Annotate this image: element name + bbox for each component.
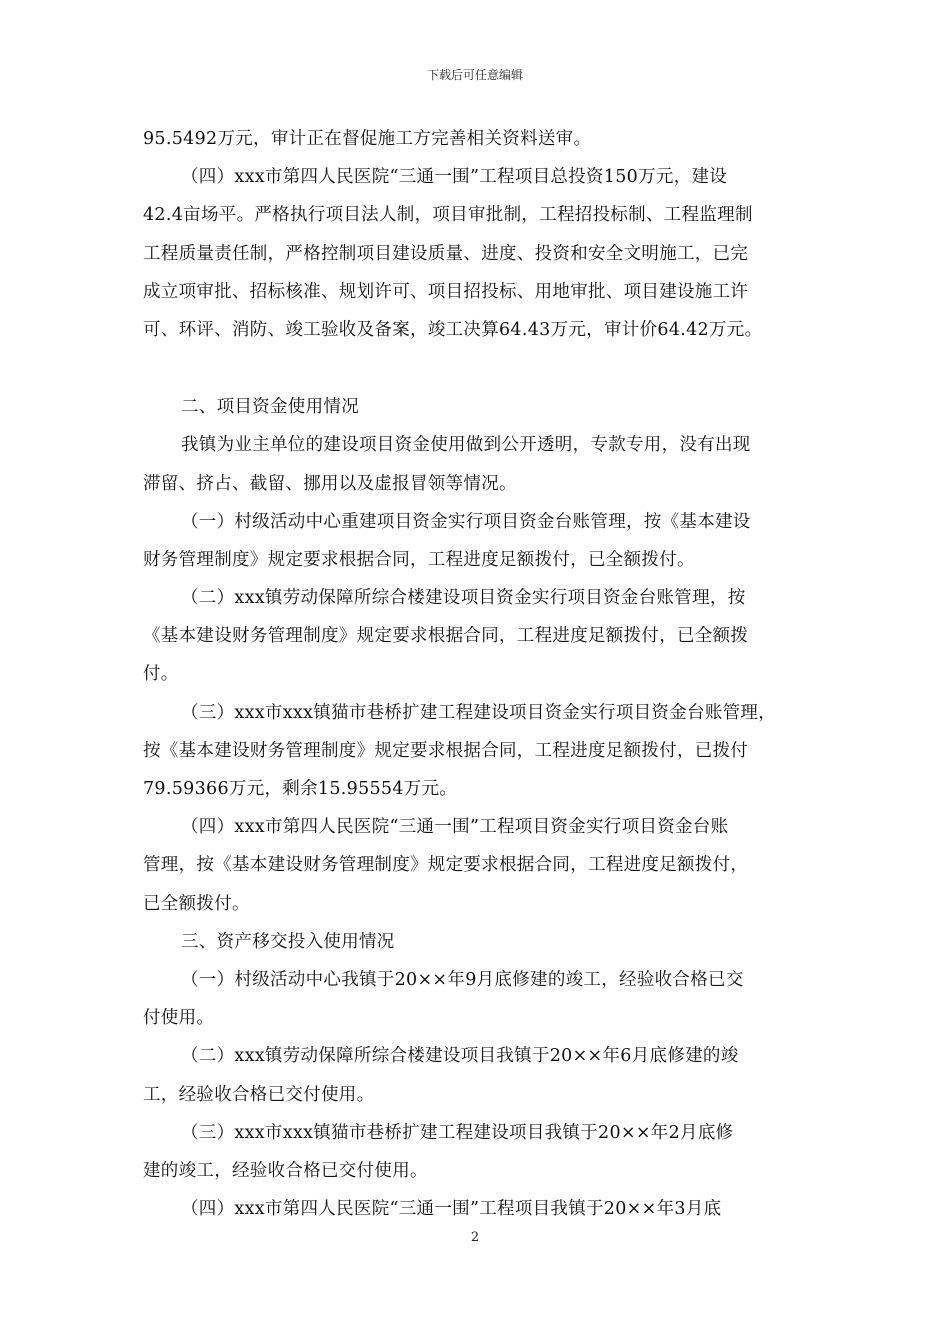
paragraph-line: 我镇为业主单位的建设项目资金使用做到公开透明，专款专用，没有出现 [181, 435, 751, 456]
section-heading: 三、资产移交投入使用情况 [181, 931, 395, 952]
section-gap [143, 349, 815, 388]
paragraph-line: 79.59366万元，剩余15.95554万元。 [143, 779, 458, 799]
paragraph-line: 付。 [143, 664, 179, 685]
document-body [143, 120, 815, 1228]
paragraph-line: 建的竣工，经验收合格已交付使用。 [143, 1160, 428, 1181]
paragraph-line: 成立项审批、招标核准、规划许可、项目招投标、用地审批、项目建设施工许 [143, 281, 749, 302]
paragraph-line: （二）xxx镇劳动保障所综合楼建设项目我镇于20××年6月底修建的竣 [181, 1046, 739, 1067]
paragraph-line: （三）xxx市xxx镇猫市巷桥扩建工程建设项目我镇于20××年2月底修 [181, 1122, 734, 1143]
paragraph-line: （四）xxx市第四人民医院“三通一围”工程项目我镇于20××年3月底 [181, 1199, 722, 1220]
paragraph-line: 可、环评、消防、竣工验收及备案，竣工决算64.43万元，审计价64.42万元。 [143, 319, 763, 340]
paragraph-line: （四）xxx市第四人民医院“三通一围”工程项目总投资150万元，建设 [181, 167, 728, 188]
paragraph-line: （三）xxx市xxx镇猫市巷桥扩建工程建设项目资金实行项目资金台账管理， [181, 702, 777, 723]
page-number: 2 [470, 1230, 480, 1245]
paragraph-line: （四）xxx市第四人民医院“三通一围”工程项目资金实行项目资金台账 [181, 817, 729, 838]
paragraph-line: 按《基本建设财务管理制度》规定要求根据合同，工程进度足额拨付，已拨付 [143, 740, 749, 761]
paragraph-line: （二）xxx镇劳动保障所综合楼建设项目资金实行项目资金台账管理，按 [181, 588, 746, 609]
paragraph-line: 财务管理制度》规定要求根据合同，工程进度足额拨付，已全额拨付。 [143, 549, 695, 570]
section-heading: 二、项目资金使用情况 [181, 397, 359, 418]
paragraph-line: 《基本建设财务管理制度》规定要求根据合同，工程进度足额拨付，已全额拨 [143, 626, 749, 647]
paragraph-line: （一）村级活动中心重建项目资金实行项目资金台账管理，按《基本建设 [181, 511, 751, 532]
paragraph-line: 付使用。 [143, 1008, 215, 1029]
paragraph-line: 工，经验收合格已交付使用。 [143, 1084, 375, 1105]
paragraph-line: 管理，按《基本建设财务管理制度》规定要求根据合同，工程进度足额拨付， [143, 855, 749, 876]
paragraph-line: 工程质量责任制，严格控制项目建设质量、进度、投资和安全文明施工，已完 [143, 243, 749, 264]
paragraph-line: 滞留、挤占、截留、挪用以及虚报冒领等情况。 [143, 473, 517, 494]
paragraph-line: 42.4亩场平。严格执行项目法人制，项目审批制，工程招投标制、工程监理制 [143, 205, 753, 226]
paragraph-line: （一）村级活动中心我镇于20××年9月底修建的竣工，经验收合格已交 [181, 969, 744, 990]
paragraph-line: 95.5492万元，审计正在督促施工方完善相关资料送审。 [143, 129, 592, 149]
paragraph-line: 已全额拨付。 [143, 893, 250, 914]
page-header: 下载后可任意编辑 [426, 68, 523, 82]
